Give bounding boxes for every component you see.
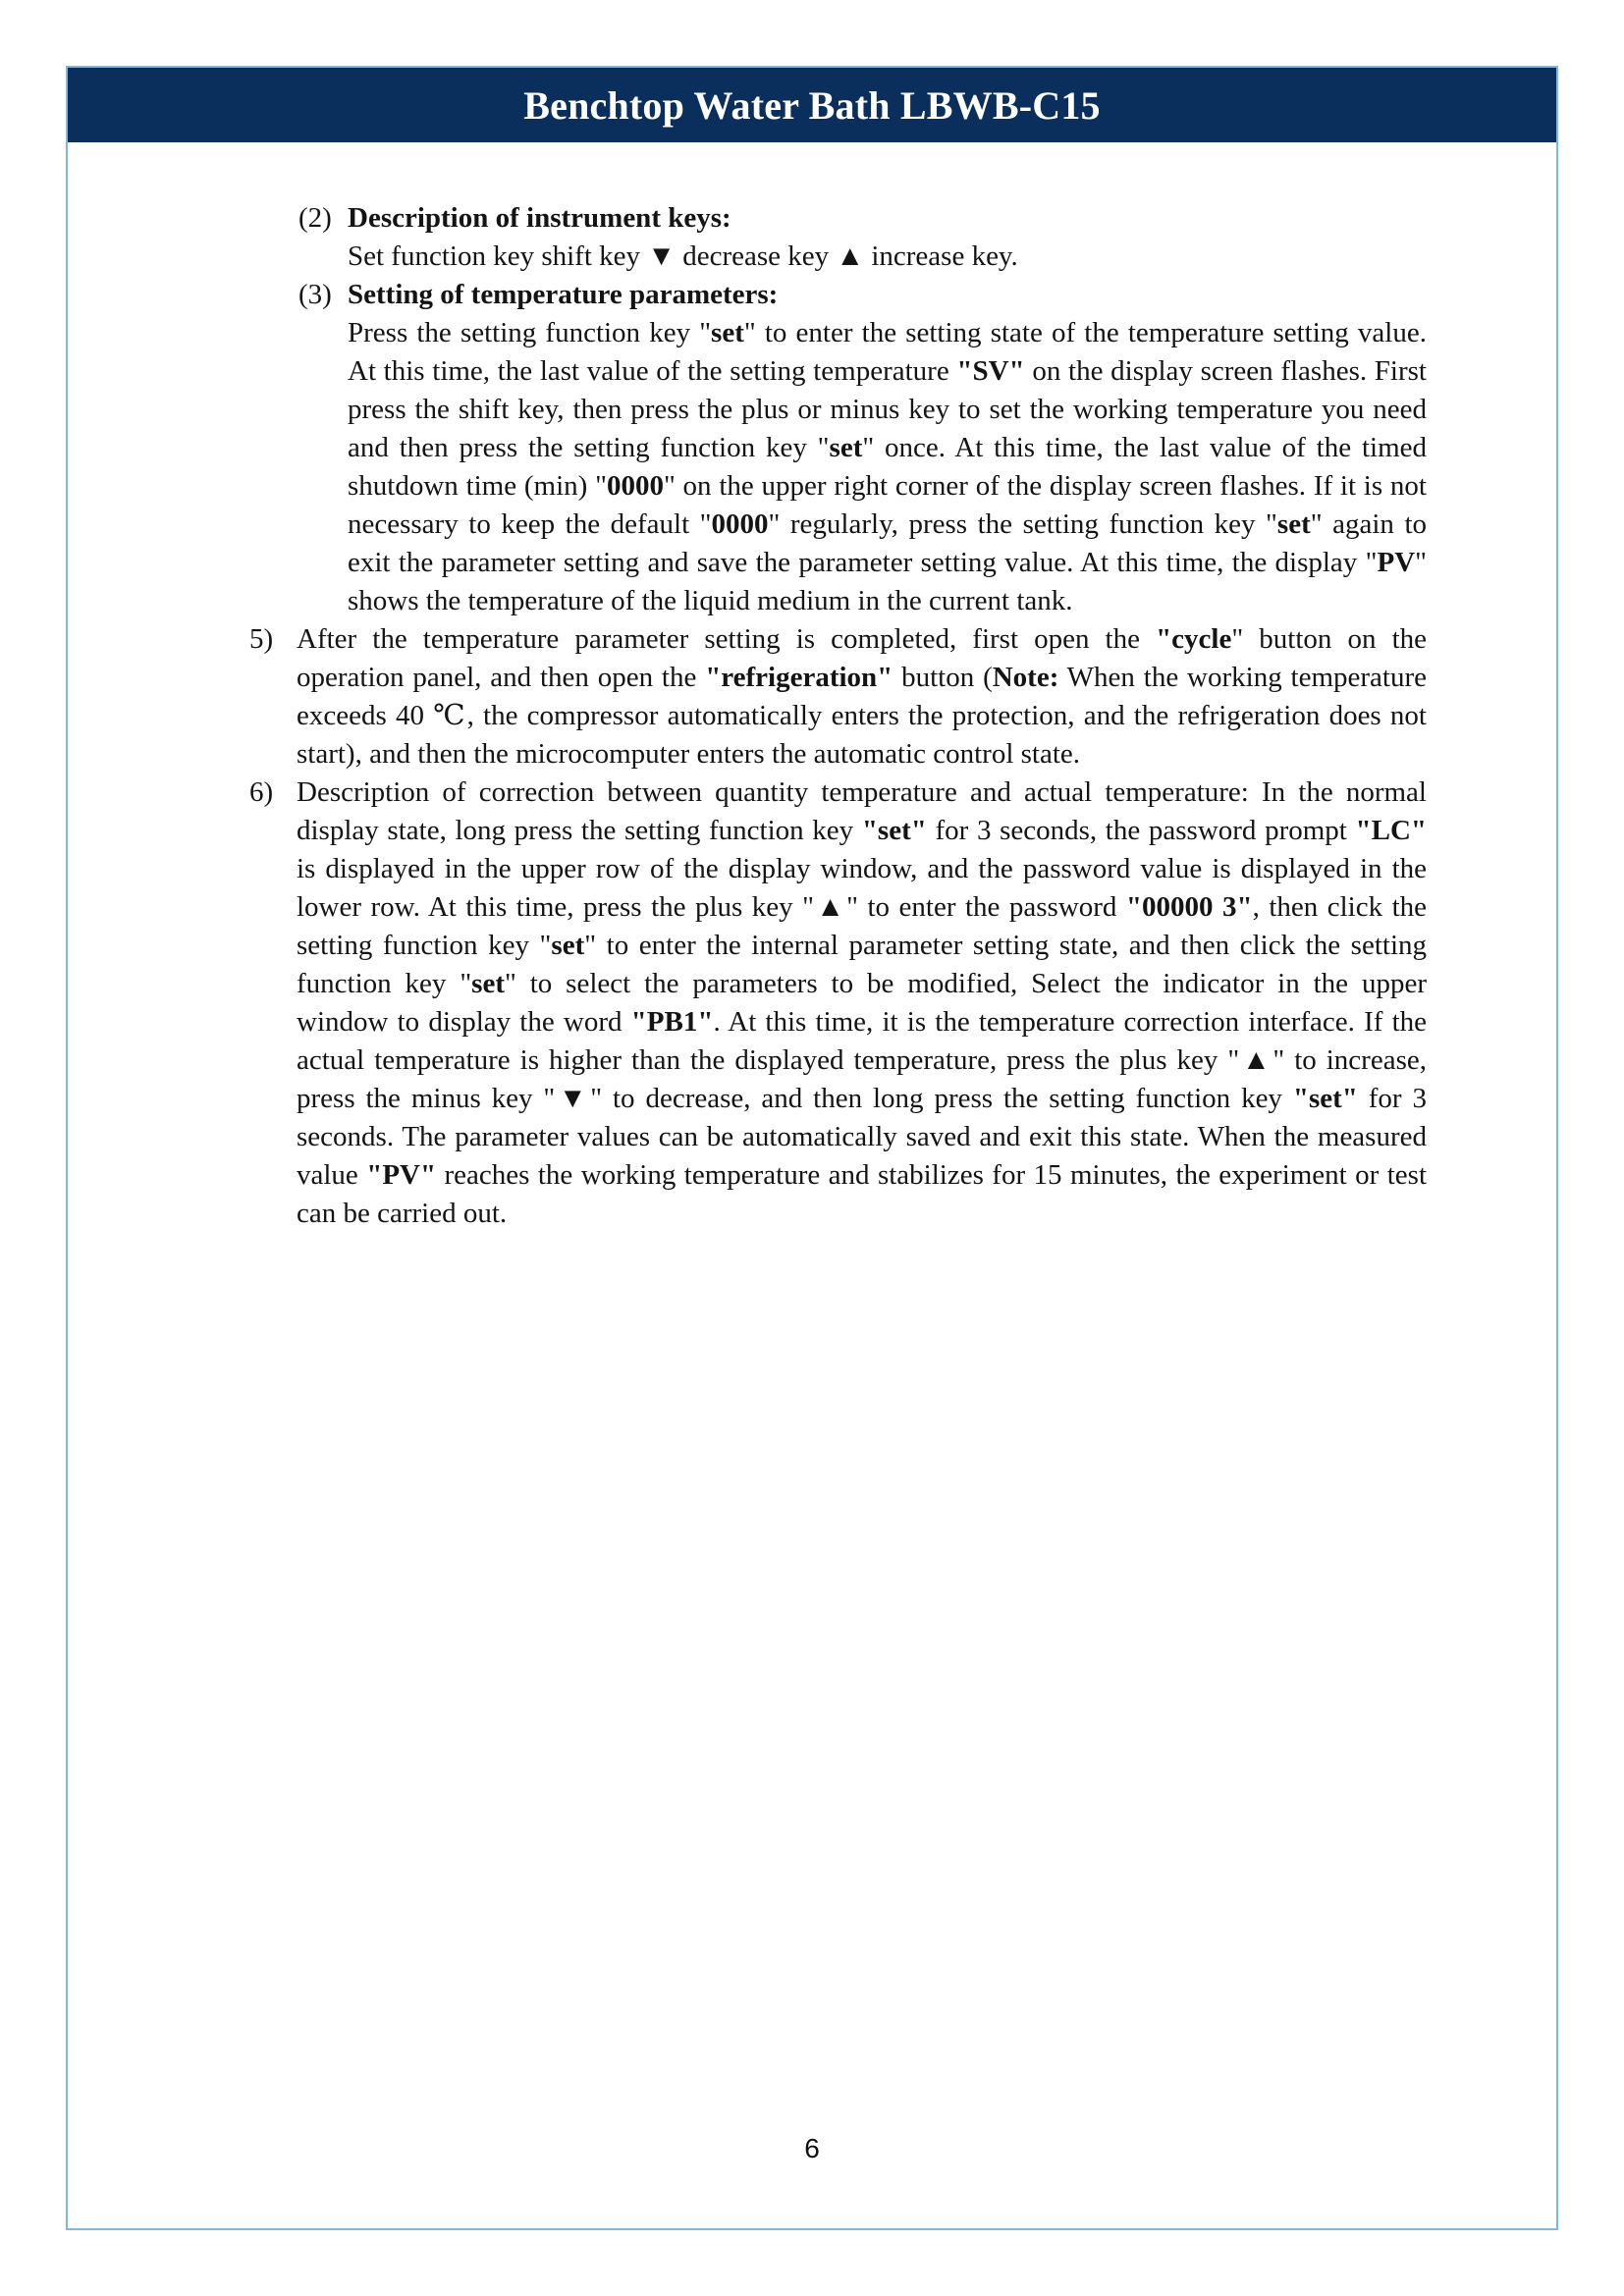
document-content: [68, 142, 1556, 1233]
list-item-6-text: Description of correction between quantity temperature and actual temperature: In the normal display state, long press the setting function key "set" for 3 seconds, the password prompt "LC" is displayed in the upper row of the display window, and the password value is displayed in the lower row. At this time, press the plus key "▲" to enter the password "00000 3", then click the setting function key "set" to enter the internal parameter setting state, and then click the setting function key "set" to select the parameters to be modified, Select the indicator in the upper window to display the word "PB1". At this time, it is the temperature correction interface. If the actual temperature is higher than the displayed temperature, press the plus key "▲" to increase, press the minus key "▼" to decrease, and then long press the setting function key "set" for 3 seconds. The parameter values can be automatically saved and exit this state. When the measured value "PV" reaches the working temperature and stabilizes for 15 minutes, the experiment or test can be carried out.: [297, 776, 1428, 1229]
header-bar: [68, 68, 1556, 142]
list-marker-3: (3): [298, 279, 332, 310]
list-marker-5: 5): [249, 623, 274, 655]
list-item-2-heading-text: Description of instrument keys:: [348, 202, 731, 234]
list-marker-2: (2): [298, 202, 332, 234]
list-item-2-body: [249, 238, 1427, 276]
page-number: 6: [804, 2133, 820, 2163]
list-item-3-heading: [249, 276, 1427, 314]
list-item-5-text: After the temperature parameter setting is completed, first open the "cycle" button on the operation panel, and then open the "refrigeration" button (Note: When the working temperature exceeds 40 ℃, the compressor automatically enters the protection, and the refrigeration does not start), and then the microcomputer enters the automatic control state.: [297, 623, 1427, 770]
page-frame: [66, 66, 1558, 2230]
list-item-2-body-text: Set function key shift key ▼ decrease key ▲ increase key.: [348, 240, 1018, 272]
list-marker-6: 6): [249, 776, 274, 808]
list-item-6: [249, 774, 1427, 1233]
list-item-3-heading-text: Setting of temperature parameters:: [348, 279, 779, 310]
list-item-5: [249, 620, 1427, 774]
page-title: Benchtop Water Bath LBWB-C15: [523, 82, 1101, 128]
list-item-2-heading: [249, 199, 1427, 238]
list-item-3-body: [249, 314, 1427, 620]
list-item-3-body-text: Press the setting function key "set" to enter the setting state of the temperature setting value. At this time, the last value of the setting temperature "SV" on the display screen flashes. First press the shift key, then press the plus or minus key to set the working temperature you need and then press the setting function key "set" once. At this time, the last value of the timed shutdown time (min) "0000" on the upper right corner of the display screen flashes. If it is not necessary to keep the default "0000" regularly, press the setting function key "set" again to exit the parameter setting and save the parameter setting value. At this time, the display "PV" shows the temperature of the liquid medium in the current tank.: [348, 317, 1428, 616]
